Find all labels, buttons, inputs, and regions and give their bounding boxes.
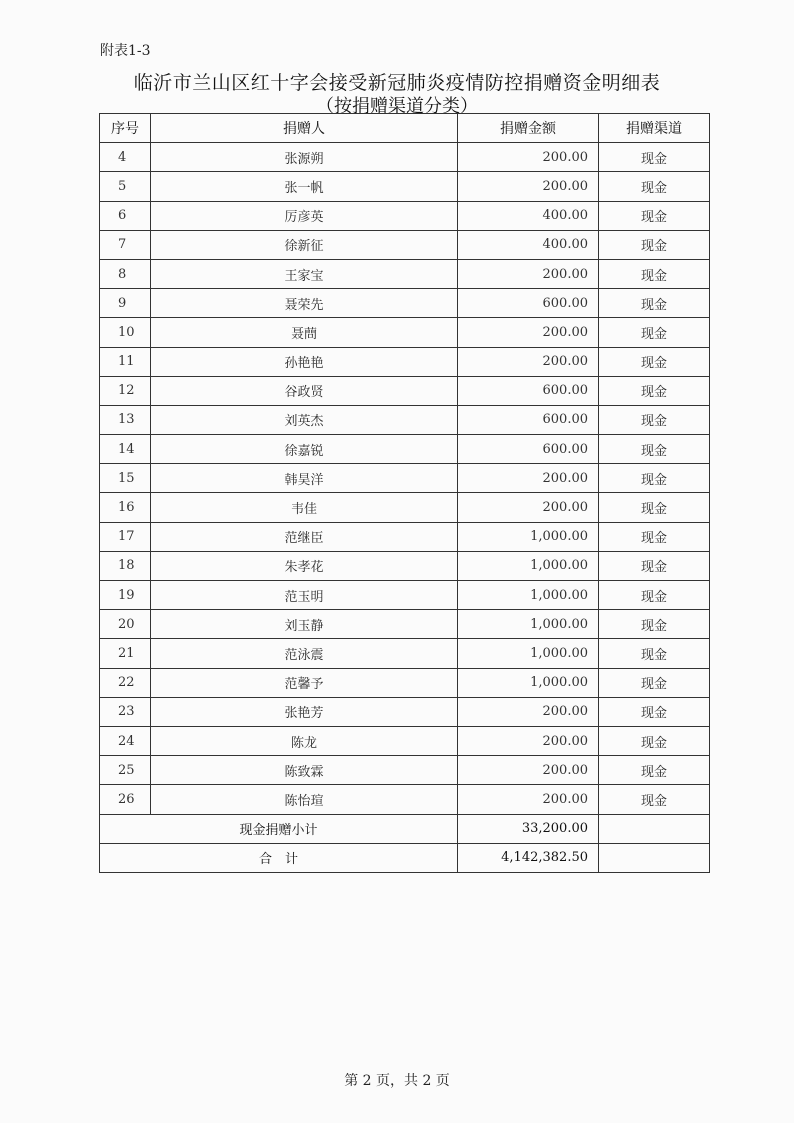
row-channel: 现金 [599,405,710,434]
subtotal-channel-cell [599,814,710,843]
row-number: 12 [100,376,151,405]
row-amount: 200.00 [458,697,599,726]
total-label: 合 计 [100,843,458,872]
table-body [100,143,710,814]
total-amount: 4,142,382.50 [458,843,599,872]
appendix-label: 附表1-3 [100,43,151,59]
table-row [100,493,710,522]
row-channel: 现金 [599,522,710,551]
row-number: 15 [100,464,151,493]
row-donor: 陈龙 [151,726,458,755]
table-row [100,668,710,697]
row-number: 20 [100,610,151,639]
row-channel: 现金 [599,230,710,259]
row-channel: 现金 [599,493,710,522]
row-number: 4 [100,143,151,172]
table-row [100,581,710,610]
row-channel: 现金 [599,581,710,610]
row-number: 18 [100,551,151,580]
row-channel: 现金 [599,785,710,814]
table-row [100,230,710,259]
row-donor: 韦佳 [151,493,458,522]
row-number: 16 [100,493,151,522]
header-no: 序号 [100,114,151,143]
row-number: 8 [100,259,151,288]
row-number: 23 [100,697,151,726]
row-amount: 600.00 [458,405,599,434]
row-channel: 现金 [599,143,710,172]
row-amount: 400.00 [458,201,599,230]
row-amount: 200.00 [458,493,599,522]
row-number: 21 [100,639,151,668]
row-donor: 张一帆 [151,172,458,201]
row-number: 10 [100,318,151,347]
total-channel-cell [599,843,710,872]
row-channel: 现金 [599,376,710,405]
row-donor: 聂蔄 [151,318,458,347]
row-amount: 200.00 [458,318,599,347]
table-row [100,639,710,668]
row-donor: 王家宝 [151,259,458,288]
row-amount: 200.00 [458,259,599,288]
row-donor: 厉彦英 [151,201,458,230]
row-channel: 现金 [599,259,710,288]
row-donor: 陈致霖 [151,756,458,785]
table-row [100,522,710,551]
row-donor: 范馨予 [151,668,458,697]
row-donor: 张源朔 [151,143,458,172]
header-channel: 捐赠渠道 [599,114,710,143]
header-amount: 捐赠金额 [458,114,599,143]
subtotal-label: 现金捐赠小计 [100,814,458,843]
table-row [100,756,710,785]
row-number: 26 [100,785,151,814]
donation-table [99,113,710,873]
table-row [100,347,710,376]
table-row [100,172,710,201]
row-channel: 现金 [599,435,710,464]
table-row [100,551,710,580]
table-row [100,435,710,464]
row-number: 13 [100,405,151,434]
table-row [100,726,710,755]
row-donor: 张艳芳 [151,697,458,726]
subtotal-amount: 33,200.00 [458,814,599,843]
row-amount: 1,000.00 [458,610,599,639]
table-row [100,610,710,639]
row-channel: 现金 [599,347,710,376]
row-amount: 1,000.00 [458,522,599,551]
row-number: 14 [100,435,151,464]
document-title: 临沂市兰山区红十字会接受新冠肺炎疫情防控捐赠资金明细表 [133,72,661,94]
table-row [100,405,710,434]
row-channel: 现金 [599,289,710,318]
table-header-row [100,114,710,143]
page-footer: 第 2 页，共 2 页 [344,1073,450,1089]
row-amount: 600.00 [458,289,599,318]
row-amount: 200.00 [458,143,599,172]
row-donor: 朱孝花 [151,551,458,580]
row-number: 11 [100,347,151,376]
row-channel: 现金 [599,318,710,347]
table-row [100,464,710,493]
row-number: 24 [100,726,151,755]
row-channel: 现金 [599,172,710,201]
row-channel: 现金 [599,201,710,230]
row-amount: 200.00 [458,347,599,376]
row-donor: 刘玉静 [151,610,458,639]
row-number: 5 [100,172,151,201]
row-donor: 韩昊洋 [151,464,458,493]
row-number: 25 [100,756,151,785]
table-row [100,376,710,405]
row-number: 19 [100,581,151,610]
row-amount: 200.00 [458,464,599,493]
row-donor: 范继臣 [151,522,458,551]
row-amount: 600.00 [458,435,599,464]
row-channel: 现金 [599,639,710,668]
row-channel: 现金 [599,610,710,639]
table-row [100,143,710,172]
row-number: 9 [100,289,151,318]
table-row [100,289,710,318]
table-row [100,318,710,347]
table-row [100,785,710,814]
row-donor: 徐新征 [151,230,458,259]
row-channel: 现金 [599,697,710,726]
table-row [100,259,710,288]
row-donor: 刘英杰 [151,405,458,434]
row-channel: 现金 [599,668,710,697]
row-amount: 200.00 [458,756,599,785]
row-donor: 徐嘉锐 [151,435,458,464]
row-amount: 1,000.00 [458,668,599,697]
row-amount: 400.00 [458,230,599,259]
row-amount: 1,000.00 [458,581,599,610]
row-amount: 600.00 [458,376,599,405]
subtotal-row [100,814,710,843]
table-row [100,697,710,726]
row-number: 17 [100,522,151,551]
total-row [100,843,710,872]
row-donor: 范玉明 [151,581,458,610]
row-donor: 孙艳艳 [151,347,458,376]
row-donor: 范泳震 [151,639,458,668]
table-row [100,201,710,230]
row-channel: 现金 [599,464,710,493]
row-amount: 200.00 [458,785,599,814]
row-amount: 200.00 [458,172,599,201]
header-donor: 捐赠人 [151,114,458,143]
row-number: 6 [100,201,151,230]
row-donor: 聂荣先 [151,289,458,318]
row-number: 7 [100,230,151,259]
row-donor: 谷政贤 [151,376,458,405]
row-channel: 现金 [599,756,710,785]
row-amount: 1,000.00 [458,639,599,668]
row-amount: 200.00 [458,726,599,755]
row-amount: 1,000.00 [458,551,599,580]
row-number: 22 [100,668,151,697]
document-subtitle: （按捐赠渠道分类） [316,96,478,117]
row-donor: 陈怡瑄 [151,785,458,814]
row-channel: 现金 [599,726,710,755]
row-channel: 现金 [599,551,710,580]
